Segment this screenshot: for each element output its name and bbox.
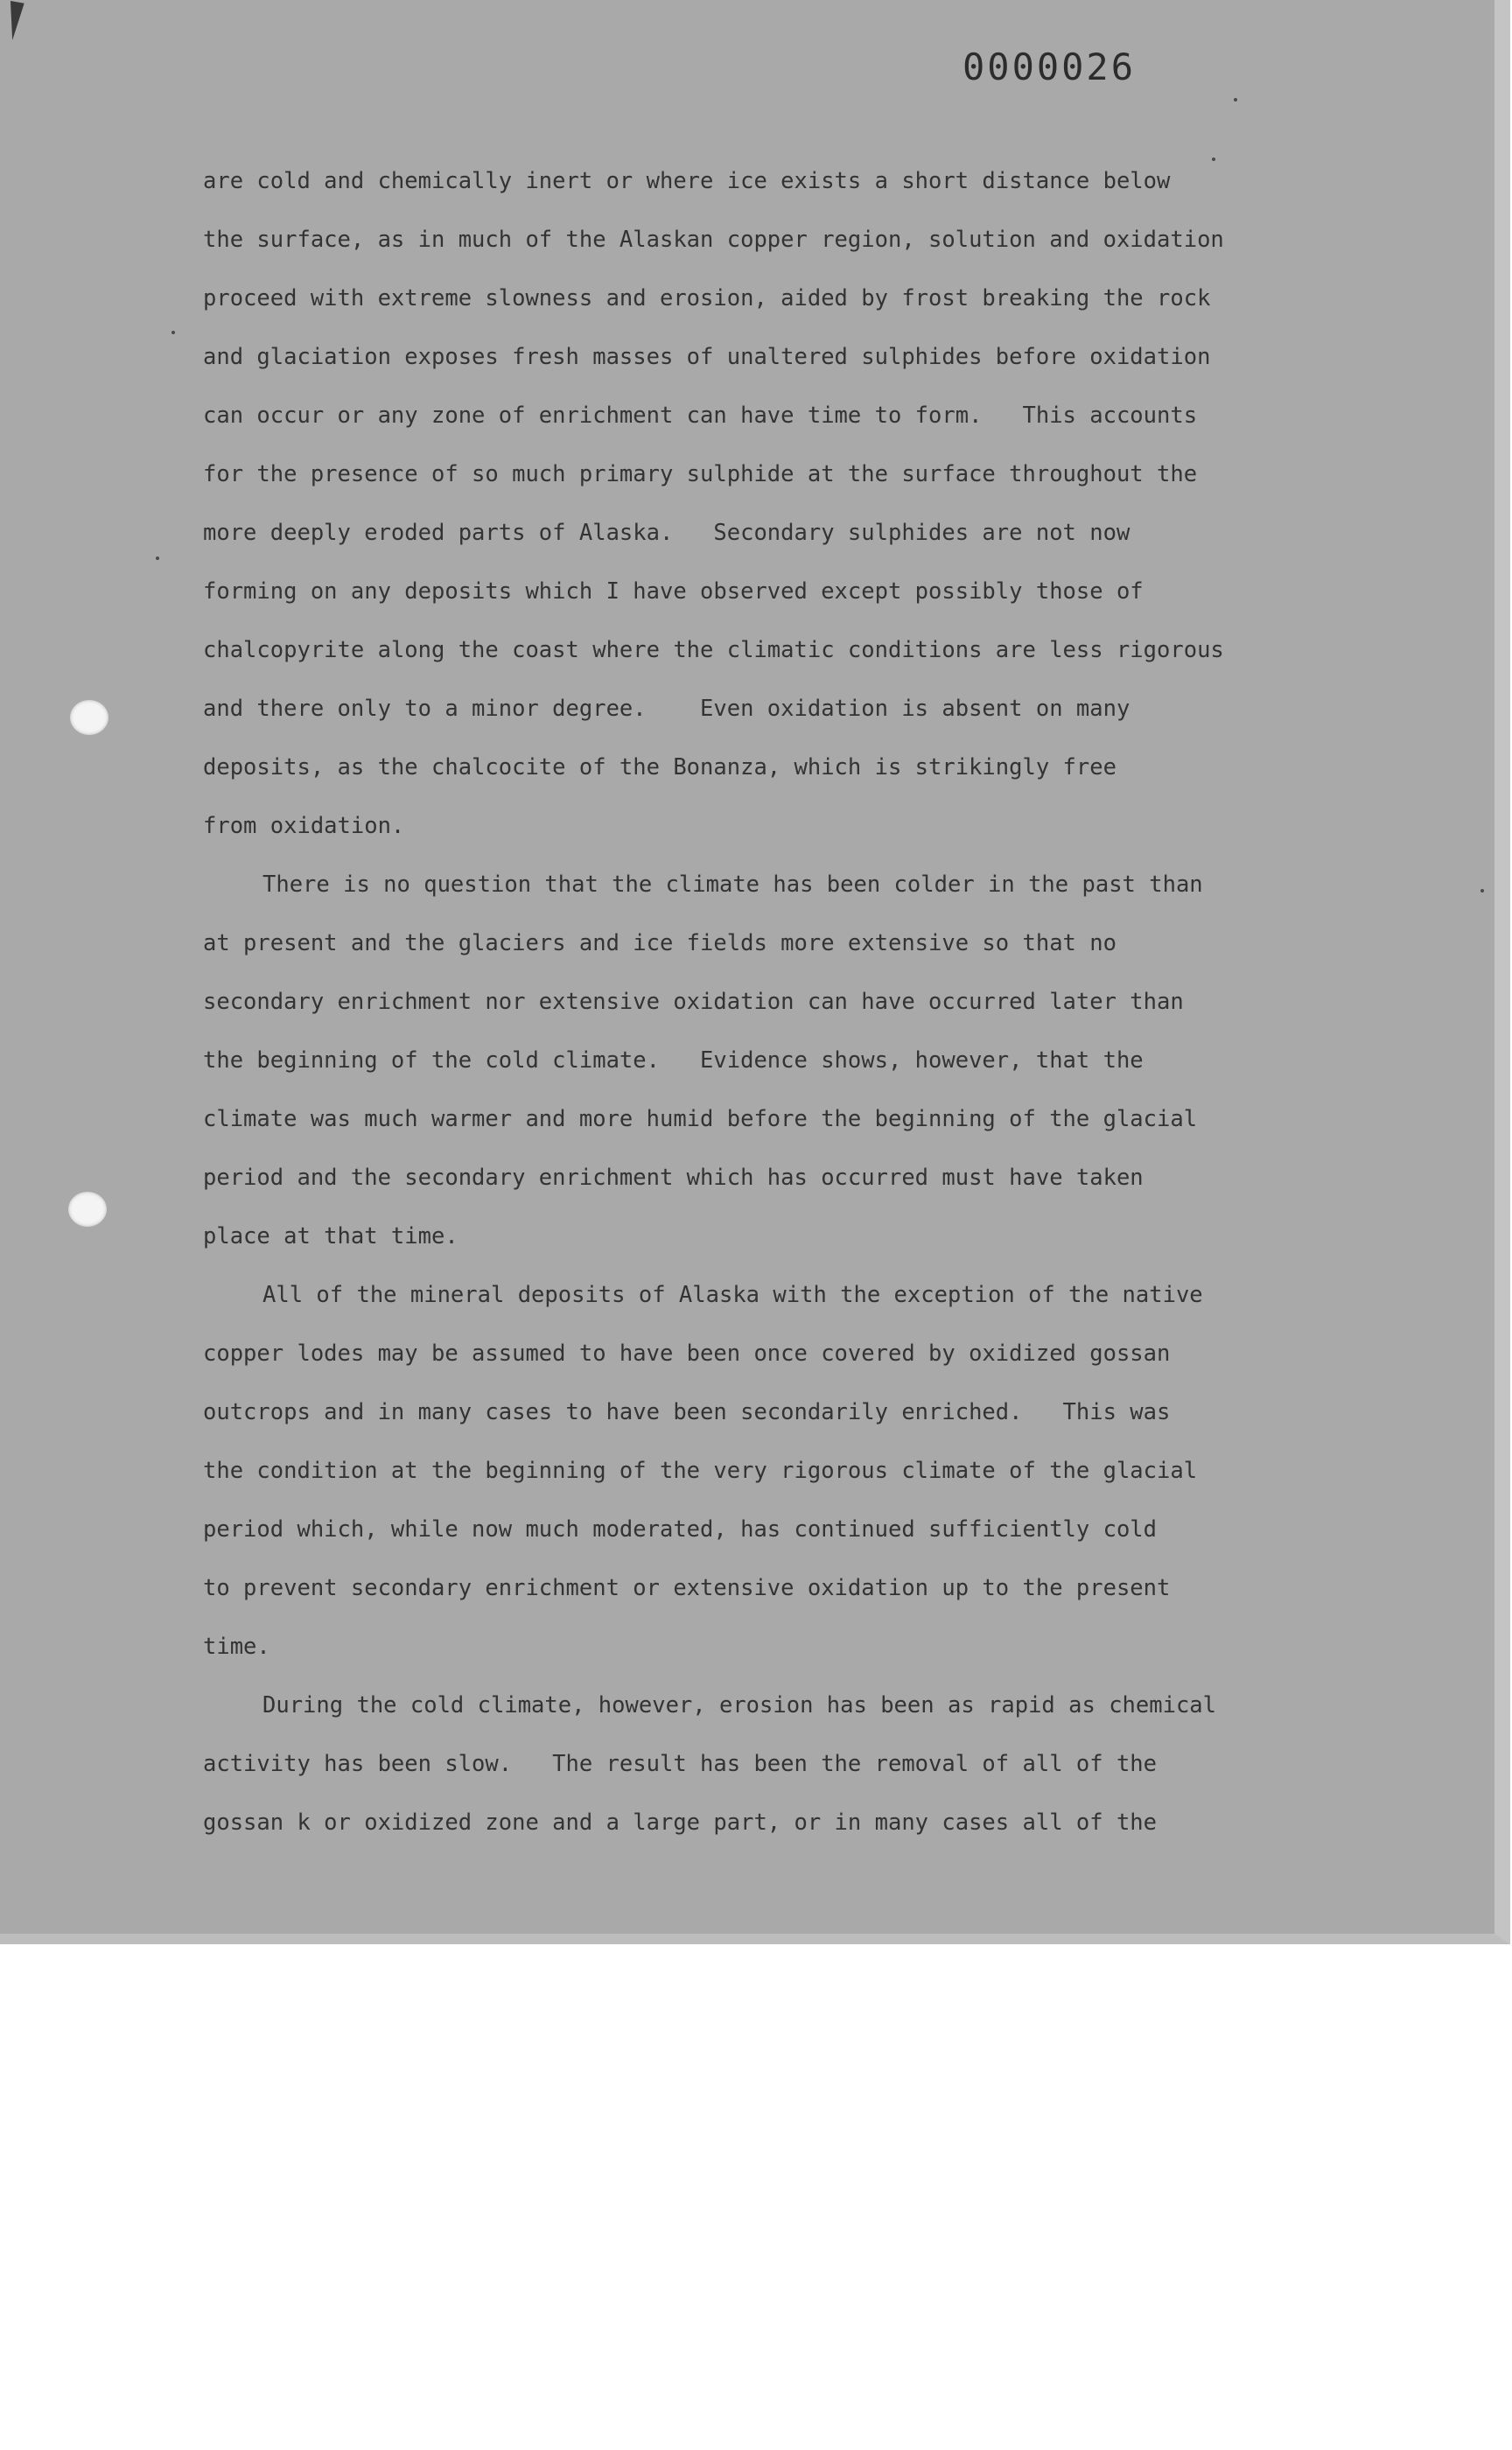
text-line: and glaciation exposes fresh masses of unaltered sulphides before oxidation	[203, 344, 1211, 370]
text-line: outcrops and in many cases to have been secondarily enriched. This was	[203, 1399, 1171, 1425]
text-line: can occur or any zone of enrichment can have time to form. This accounts	[203, 402, 1198, 429]
text-line: deposits, as the chalcocite of the Bonanza, which is strikingly free	[203, 754, 1116, 780]
text-line: the beginning of the cold climate. Evidence shows, however, that the	[203, 1047, 1144, 1074]
text-line: chalcopyrite along the coast where the climatic conditions are less rigorous	[203, 637, 1224, 663]
text-line: are cold and chemically inert or where ice exists a short distance below	[203, 168, 1171, 194]
dust-speck	[1234, 98, 1237, 102]
page-number: 0000026	[962, 46, 1137, 88]
text-line: to prevent secondary enrichment or extensive oxidation up to the present	[203, 1575, 1171, 1601]
text-line: forming on any deposits which I have observed except possibly those of	[203, 578, 1144, 605]
text-line: activity has been slow. The result has been the removal of all of the	[203, 1751, 1158, 1777]
blank-margin	[0, 1944, 1512, 2450]
text-line: time.	[203, 1634, 270, 1660]
text-line: gossan k or oxidized zone and a large part, or in many cases all of the	[203, 1810, 1158, 1836]
text-line: place at that time.	[203, 1223, 458, 1250]
text-line: and there only to a minor degree. Even oxidation is absent on many	[203, 696, 1130, 722]
text-line: During the cold climate, however, erosion has been as rapid as chemical	[262, 1692, 1217, 1718]
text-line: period and the secondary enrichment which has occurred must have taken	[203, 1165, 1144, 1191]
text-line: from oxidation.	[203, 813, 405, 839]
punch-hole-lower	[68, 1192, 107, 1227]
text-line: All of the mineral deposits of Alaska with the exception of the native	[262, 1282, 1203, 1308]
text-line: for the presence of so much primary sulphide at the surface throughout the	[203, 461, 1198, 487]
typed-text-body	[203, 152, 1376, 1852]
text-line: climate was much warmer and more humid before the beginning of the glacial	[203, 1106, 1198, 1132]
dust-speck	[156, 556, 159, 560]
punch-hole-upper	[70, 700, 108, 735]
corner-pencil-mark	[4, 1, 24, 41]
text-line: copper lodes may be assumed to have been once covered by oxidized gossan	[203, 1340, 1171, 1367]
text-line: the surface, as in much of the Alaskan copper region, solution and oxidation	[203, 227, 1224, 253]
text-line: period which, while now much moderated, has continued sufficiently cold	[203, 1516, 1158, 1543]
dust-speck	[172, 331, 175, 334]
text-line: at present and the glaciers and ice fields more extensive so that no	[203, 930, 1116, 956]
text-line: the condition at the beginning of the very rigorous climate of the glacial	[203, 1458, 1198, 1484]
text-line: secondary enrichment nor extensive oxidation can have occurred later than	[203, 989, 1184, 1015]
dust-speck	[1480, 889, 1484, 892]
text-line: proceed with extreme slowness and erosion, aided by frost breaking the rock	[203, 285, 1211, 312]
text-line: There is no question that the climate has been colder in the past than	[262, 872, 1203, 898]
text-line: more deeply eroded parts of Alaska. Secondary sulphides are not now	[203, 520, 1130, 546]
